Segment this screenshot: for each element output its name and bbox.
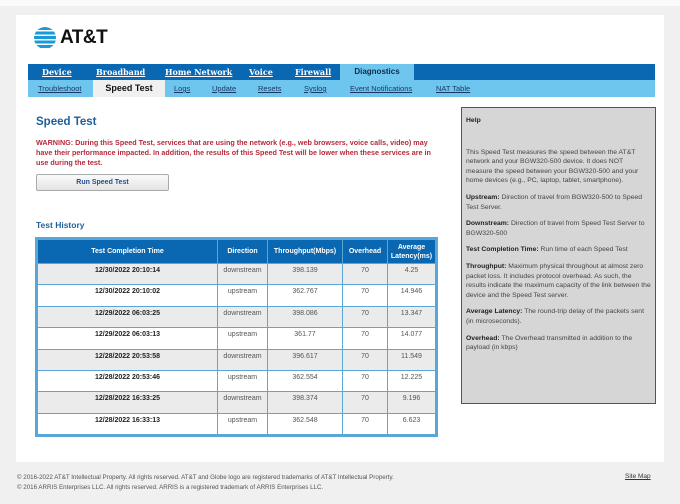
browser-toolbar-strip (0, 0, 680, 6)
nav-tab-voice[interactable]: Voice (249, 67, 273, 77)
help-term: Overhead: (466, 334, 500, 342)
help-intro: This Speed Test measures the speed between the AT&T network and your BGW320-500 device. It does NOT measure the speed between your BGW320-500 and your home devices (e.g., PC, laptop, tablet, smartphone). (466, 148, 639, 185)
nav-tab-diagnostics[interactable]: Diagnostics (340, 64, 414, 81)
cell-direction: upstream (218, 370, 268, 391)
run-speed-test-button[interactable]: Run Speed Test (36, 174, 169, 191)
nav-tab-broadband[interactable]: Broadband (96, 67, 146, 77)
col-header-time: Test Completion Time (38, 240, 218, 264)
cell-direction: upstream (218, 285, 268, 306)
help-item (466, 193, 651, 212)
cell-direction: downstream (218, 264, 268, 285)
help-item (466, 219, 651, 238)
cell-latency: 9.196 (388, 392, 436, 413)
table-row (38, 328, 436, 349)
cell-latency: 4.25 (388, 264, 436, 285)
cell-time: 12/28/2022 16:33:13 (38, 413, 218, 434)
cell-time: 12/28/2022 16:33:25 (38, 392, 218, 413)
cell-direction: downstream (218, 392, 268, 413)
cell-overhead: 70 (343, 413, 388, 434)
cell-overhead: 70 (343, 370, 388, 391)
table-row (38, 264, 436, 285)
cell-throughput: 398.374 (268, 392, 343, 413)
cell-throughput: 362.548 (268, 413, 343, 434)
cell-throughput: 362.554 (268, 370, 343, 391)
nav-tab-device[interactable]: Device (42, 67, 72, 77)
col-header-latency: Average Latency(ms) (388, 240, 436, 264)
subnav-resets[interactable]: Resets (258, 84, 282, 93)
cell-time: 12/28/2022 20:53:58 (38, 349, 218, 370)
col-header-overhead: Overhead (343, 240, 388, 264)
help-desc: Direction of travel from Speed Test Server to BGW320-500 (466, 220, 645, 237)
help-desc: The round-trip delay of the packets sent (in microseconds). (466, 308, 644, 325)
main-nav (28, 64, 655, 80)
help-item (466, 262, 651, 300)
subnav-logs[interactable]: Logs (174, 84, 191, 93)
cell-time: 12/29/2022 06:03:13 (38, 328, 218, 349)
help-term: Average Latency: (466, 308, 523, 316)
site-map-link[interactable]: Site Map (625, 473, 651, 480)
cell-latency: 12.225 (388, 370, 436, 391)
cell-latency: 6.623 (388, 413, 436, 434)
cell-overhead: 70 (343, 264, 388, 285)
table-row (38, 285, 436, 306)
help-item (466, 307, 651, 326)
cell-overhead: 70 (343, 328, 388, 349)
help-desc: Direction of travel from BGW320-500 to Speed Test Server. (466, 193, 643, 211)
table-row (38, 349, 436, 370)
footer (17, 473, 394, 492)
cell-direction: upstream (218, 328, 268, 349)
cell-throughput: 361.77 (268, 328, 343, 349)
cell-time: 12/30/2022 20:10:02 (38, 285, 218, 306)
cell-latency: 14.946 (388, 285, 436, 306)
footer-copyright-arris: © 2016 ARRIS Enterprises LLC. All rights reserved. ARRIS is a registered trademark of ARRIS Enterprises LLC. (17, 483, 324, 491)
test-history-table (35, 237, 438, 437)
test-history-title: Test History (36, 220, 85, 230)
cell-direction: downstream (218, 306, 268, 327)
subnav-nat-table[interactable]: NAT Table (436, 84, 471, 93)
subnav-event-notifications[interactable]: Event Notifications (350, 84, 413, 93)
subnav-syslog[interactable]: Syslog (304, 84, 327, 93)
help-term: Upstream: (466, 193, 500, 201)
table-row (38, 392, 436, 413)
help-term: Downstream: (466, 220, 510, 228)
cell-throughput: 398.139 (268, 264, 343, 285)
help-title: Help (466, 117, 481, 124)
table-row (38, 370, 436, 391)
sub-nav (28, 80, 655, 97)
col-header-throughput: Throughput(Mbps) (268, 240, 343, 264)
subnav-troubleshoot[interactable]: Troubleshoot (38, 84, 82, 93)
help-item (466, 245, 651, 255)
help-desc: Run time of each Speed Test (540, 246, 628, 254)
col-header-direction: Direction (218, 240, 268, 264)
cell-direction: upstream (218, 413, 268, 434)
help-term: Throughput: (466, 262, 507, 270)
cell-throughput: 362.767 (268, 285, 343, 306)
cell-latency: 14.077 (388, 328, 436, 349)
cell-time: 12/30/2022 20:10:14 (38, 264, 218, 285)
footer-copyright-att: © 2016-2022 AT&T Intellectual Property. All rights reserved. AT&T and Globe logo are registered trademarks of AT&T Intellectual Property. (17, 474, 394, 481)
cell-time: 12/29/2022 06:03:25 (38, 306, 218, 327)
att-logo (34, 27, 107, 49)
att-globe-icon (34, 27, 56, 49)
table-row (38, 413, 436, 434)
subnav-update[interactable]: Update (212, 84, 237, 93)
nav-tab-firewall[interactable]: Firewall (295, 67, 332, 77)
cell-overhead: 70 (343, 306, 388, 327)
help-desc: The Overhead transmitted in addition to the payload (in kbps) (466, 334, 633, 352)
subnav-speed-test[interactable]: Speed Test (93, 80, 165, 97)
nav-tab-home-network[interactable]: Home Network (165, 67, 233, 77)
warning-text: WARNING: During this Speed Test, services that are using the network (e.g., web browsers, voice calls, video) may have their performance impacted. In addition, the results of this Speed Test will be lower when these services are in use during the test. (36, 138, 431, 167)
cell-latency: 13.347 (388, 306, 436, 327)
cell-throughput: 398.086 (268, 306, 343, 327)
logo-text: AT&T (60, 27, 108, 48)
cell-latency: 11.549 (388, 349, 436, 370)
cell-direction: downstream (218, 349, 268, 370)
cell-throughput: 396.617 (268, 349, 343, 370)
table-row (38, 306, 436, 327)
cell-overhead: 70 (343, 392, 388, 413)
cell-time: 12/28/2022 20:53:46 (38, 370, 218, 391)
cell-overhead: 70 (343, 285, 388, 306)
help-desc: Maximum physical throughout at almost zero packet loss. It includes protocol overhead. As such, the results indicate the maximum capacity of the link between the device and the Speed Test server. (466, 262, 651, 299)
page-title: Speed Test (36, 116, 97, 128)
help-term: Test Completion Time: (466, 246, 539, 254)
help-item (466, 334, 651, 353)
cell-overhead: 70 (343, 349, 388, 370)
help-panel (461, 107, 656, 404)
